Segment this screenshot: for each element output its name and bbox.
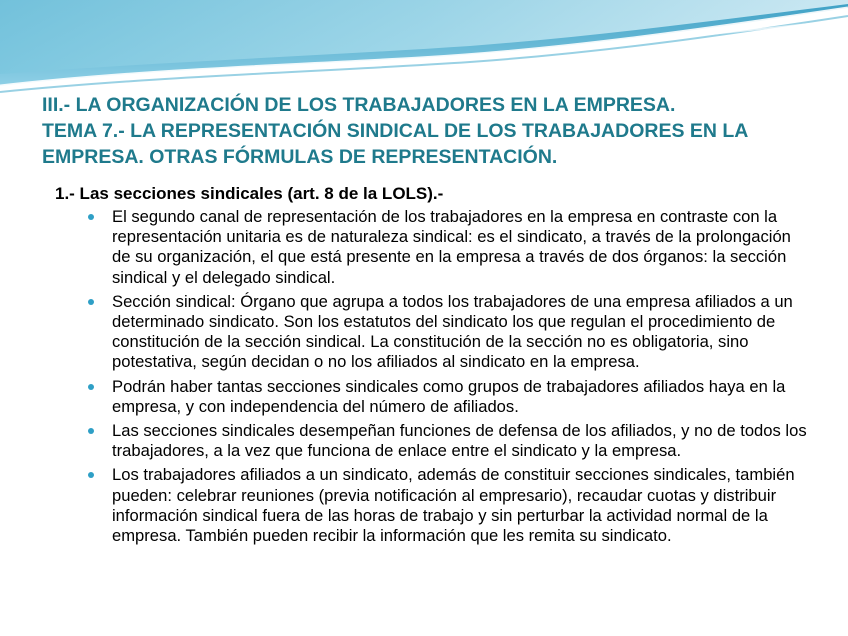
- bullet-text: Sección sindical: Órgano que agrupa a todos los trabajadores de una empresa afiliados a un determinado sindicato. Son los estatutos del sindicato los que regulan el procedimiento de constitución de la sección sindical. La constitución de la sección no es obligatoria, sino potestativa, según decidan o no los afiliados al sindicato en la empresa.: [112, 291, 793, 372]
- slide-title: [42, 92, 832, 170]
- bullet-text: Los trabajadores afiliados a un sindicato, además de constituir secciones sindicales, también pueden: celebrar reuniones (previa notificación al empresario), recaudar cuotas y distribuir información sindical fuera de las horas de trabajo y sin perturbar la actividad normal de la empresa. También pueden recibir la información que les remita su sindicato.: [112, 465, 795, 546]
- bullet-item: [88, 377, 808, 417]
- bullet-list: [88, 207, 808, 550]
- section-heading: 1.- Las secciones sindicales (art. 8 de la LOLS).-: [55, 184, 444, 203]
- bullet-item: [88, 421, 808, 461]
- bullet-item: [88, 207, 808, 288]
- bullet-dot-icon: [88, 428, 94, 434]
- bullet-dot-icon: [88, 299, 94, 305]
- bullet-dot-icon: [88, 214, 94, 220]
- title-line-2: TEMA 7.- LA REPRESENTACIÓN SINDICAL DE LOS TRABAJADORES EN LA: [42, 120, 749, 142]
- title-line-1: III.- LA ORGANIZACIÓN DE LOS TRABAJADORES EN LA EMPRESA.: [42, 94, 676, 116]
- bullet-item: [88, 465, 808, 546]
- bullet-text: Las secciones sindicales desempeñan funciones de defensa de los afiliados, y no de todos los trabajadores, a la vez que funciona de enlace entre el sindicato y la empresa.: [112, 421, 807, 461]
- bullet-text: Podrán haber tantas secciones sindicales como grupos de trabajadores afiliados haya en la empresa, y con independencia del número de afiliados.: [112, 376, 786, 416]
- bullet-item: [88, 292, 808, 373]
- title-line-3: EMPRESA. OTRAS FÓRMULAS DE REPRESENTACIÓN.: [42, 146, 558, 168]
- bullet-dot-icon: [88, 472, 94, 478]
- bullet-text: El segundo canal de representación de los trabajadores en la empresa en contraste con la representación unitaria es de naturaleza sindical: es el sindicato, a través de la prolongación de su organización, el que está presente en la empresa a través de dos órganos: la sección sindical y el delegado sindical.: [112, 207, 791, 287]
- bullet-dot-icon: [88, 384, 94, 390]
- wave-header-decoration: [0, 0, 848, 100]
